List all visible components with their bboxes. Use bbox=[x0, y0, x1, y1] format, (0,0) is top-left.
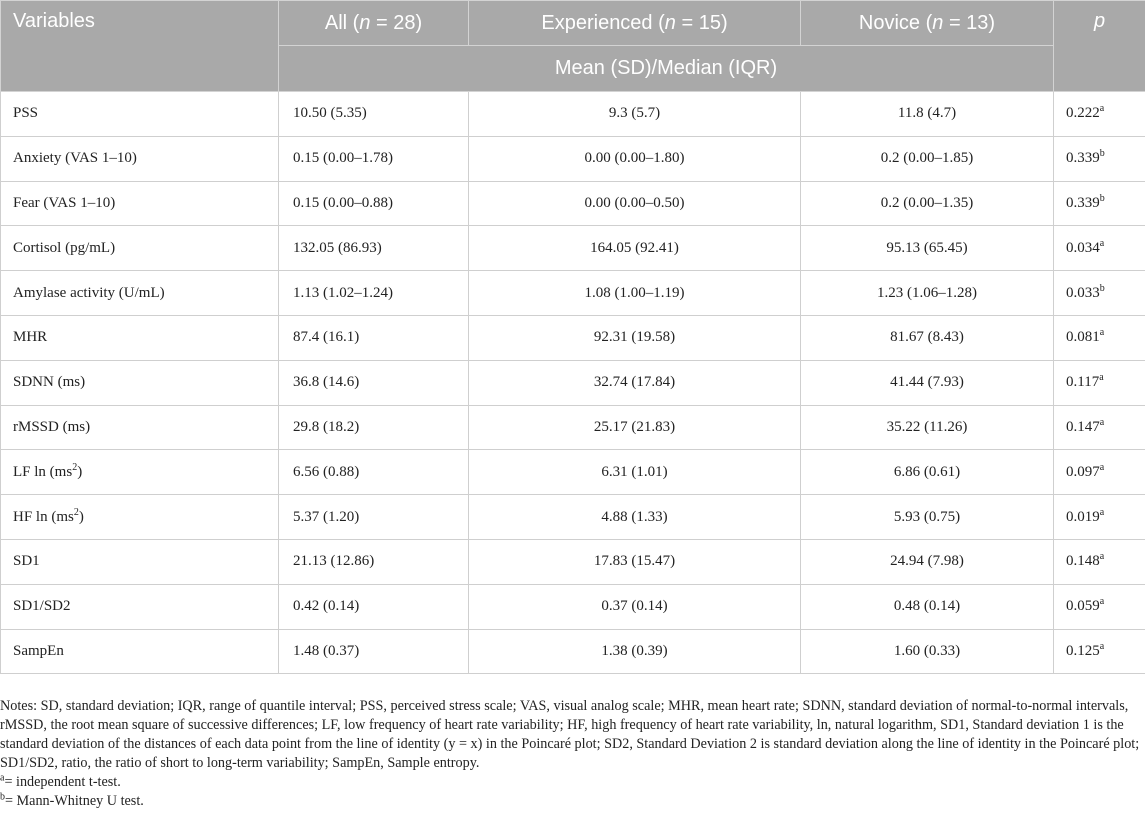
cell-novice: 0.2 (0.00–1.85) bbox=[801, 136, 1054, 181]
cell-novice: 95.13 (65.45) bbox=[801, 226, 1054, 271]
cell-experienced: 32.74 (17.84) bbox=[469, 360, 801, 405]
table-row bbox=[1, 271, 1145, 316]
cell-experienced: 0.00 (0.00–1.80) bbox=[469, 136, 801, 181]
cell-experienced: 164.05 (92.41) bbox=[469, 226, 801, 271]
header-p: p bbox=[1054, 1, 1145, 92]
cell-experienced: 0.37 (0.14) bbox=[469, 584, 801, 629]
header-novice: Novice (n = 13) bbox=[801, 1, 1054, 46]
cell-all: 36.8 (14.6) bbox=[279, 360, 469, 405]
cell-novice: 0.48 (0.14) bbox=[801, 584, 1054, 629]
table-row bbox=[1, 450, 1145, 495]
cell-variable: Cortisol (pg/mL) bbox=[1, 226, 279, 271]
cell-all: 29.8 (18.2) bbox=[279, 405, 469, 450]
cell-experienced: 1.08 (1.00–1.19) bbox=[469, 271, 801, 316]
table-row bbox=[1, 92, 1145, 137]
table-row bbox=[1, 405, 1145, 450]
cell-p-value: 0.125$^a$ bbox=[1054, 629, 1145, 674]
footnote-a: $^a$= independent t-test. bbox=[0, 772, 121, 790]
cell-variable: Fear (VAS 1–10) bbox=[1, 181, 279, 226]
footnote-b: $^b$= Mann-Whitney U test. bbox=[0, 791, 144, 809]
header-statistic: Mean (SD)/Median (IQR) bbox=[279, 46, 1054, 92]
cell-novice: 24.94 (7.98) bbox=[801, 539, 1054, 584]
cell-novice: 35.22 (11.26) bbox=[801, 405, 1054, 450]
header-variables: Variables bbox=[1, 1, 279, 92]
cell-variable: rMSSD (ms) bbox=[1, 405, 279, 450]
cell-all: 10.50 (5.35) bbox=[279, 92, 469, 137]
cell-novice: 6.86 (0.61) bbox=[801, 450, 1054, 495]
cell-all: 1.48 (0.37) bbox=[279, 629, 469, 674]
cell-p-value: 0.019$^a$ bbox=[1054, 495, 1145, 540]
cell-all: 5.37 (1.20) bbox=[279, 495, 469, 540]
cell-p-value: 0.033$^b$ bbox=[1054, 271, 1145, 316]
table-row bbox=[1, 315, 1145, 360]
table-row bbox=[1, 136, 1145, 181]
cell-novice: 1.23 (1.06–1.28) bbox=[801, 271, 1054, 316]
cell-all: 0.42 (0.14) bbox=[279, 584, 469, 629]
cell-variable: Anxiety (VAS 1–10) bbox=[1, 136, 279, 181]
cell-p-value: 0.148$^a$ bbox=[1054, 539, 1145, 584]
cell-variable: LF $\ln (ms^2)$ bbox=[1, 450, 279, 495]
cell-novice: 11.8 (4.7) bbox=[801, 92, 1054, 137]
table-row bbox=[1, 181, 1145, 226]
cell-novice: 0.2 (0.00–1.35) bbox=[801, 181, 1054, 226]
table-row bbox=[1, 584, 1145, 629]
cell-variable: HF $\ln (ms^2)$ bbox=[1, 495, 279, 540]
cell-all: 1.13 (1.02–1.24) bbox=[279, 271, 469, 316]
cell-experienced: 92.31 (19.58) bbox=[469, 315, 801, 360]
cell-novice: 81.67 (8.43) bbox=[801, 315, 1054, 360]
cell-all: 87.4 (16.1) bbox=[279, 315, 469, 360]
table-body bbox=[1, 92, 1145, 674]
cell-experienced: 0.00 (0.00–0.50) bbox=[469, 181, 801, 226]
table-row bbox=[1, 226, 1145, 271]
cell-experienced: 6.31 (1.01) bbox=[469, 450, 801, 495]
cell-p-value: 0.034$^a$ bbox=[1054, 226, 1145, 271]
header-row bbox=[1, 1, 1145, 46]
cell-all: 132.05 (86.93) bbox=[279, 226, 469, 271]
cell-experienced: 25.17 (21.83) bbox=[469, 405, 801, 450]
header-experienced: Experienced (n = 15) bbox=[469, 1, 801, 46]
cell-p-value: 0.222$^a$ bbox=[1054, 92, 1145, 137]
cell-p-value: 0.339$^b$ bbox=[1054, 181, 1145, 226]
cell-experienced: 17.83 (15.47) bbox=[469, 539, 801, 584]
table-notes bbox=[0, 697, 1141, 811]
cell-p-value: 0.097$^a$ bbox=[1054, 450, 1145, 495]
cell-p-value: 0.117$^a$ bbox=[1054, 360, 1145, 405]
cell-novice: 5.93 (0.75) bbox=[801, 495, 1054, 540]
cell-all: 0.15 (0.00–0.88) bbox=[279, 181, 469, 226]
cell-p-value: 0.147$^a$ bbox=[1054, 405, 1145, 450]
table-row bbox=[1, 539, 1145, 584]
cell-all: 21.13 (12.86) bbox=[279, 539, 469, 584]
table-row bbox=[1, 495, 1145, 540]
cell-variable: Amylase activity (U/mL) bbox=[1, 271, 279, 316]
cell-variable: SDNN (ms) bbox=[1, 360, 279, 405]
cell-all: 0.15 (0.00–1.78) bbox=[279, 136, 469, 181]
cell-variable: SD1/SD2 bbox=[1, 584, 279, 629]
cell-p-value: 0.059$^a$ bbox=[1054, 584, 1145, 629]
cell-variable: SampEn bbox=[1, 629, 279, 674]
cell-experienced: 9.3 (5.7) bbox=[469, 92, 801, 137]
table-row bbox=[1, 360, 1145, 405]
cell-experienced: 1.38 (0.39) bbox=[469, 629, 801, 674]
cell-all: 6.56 (0.88) bbox=[279, 450, 469, 495]
cell-novice: 1.60 (0.33) bbox=[801, 629, 1054, 674]
table-row bbox=[1, 629, 1145, 674]
cell-experienced: 4.88 (1.33) bbox=[469, 495, 801, 540]
notes-main: Notes: SD, standard deviation; IQR, range of quantile interval; PSS, perceived stress scale; VAS, visual analog scale; MHR, mean heart rate; SDNN, standard deviation of normal-to-normal intervals, rMSSD, the root mean square of successive differences; LF, low frequency of heart rate variability; HF, high frequency of heart rate variability, ln, natural logarithm, SD1, Standard deviation 1 is the standard deviation of the distances of each data point from the line of identity (y = x) in the Poincaré plot; SD2, Standard Deviation 2 is standard deviation along the line of identity in the Poincaré plot; SD1/SD2, ratio, the ratio of short to long-term variability; SampEn, Sample entropy. bbox=[0, 698, 1140, 771]
cell-variable: PSS bbox=[1, 92, 279, 137]
cell-p-value: 0.339$^b$ bbox=[1054, 136, 1145, 181]
cell-variable: MHR bbox=[1, 315, 279, 360]
header-all: All (n = 28) bbox=[279, 1, 469, 46]
cell-variable: SD1 bbox=[1, 539, 279, 584]
cell-novice: 41.44 (7.93) bbox=[801, 360, 1054, 405]
cell-p-value: 0.081$^a$ bbox=[1054, 315, 1145, 360]
